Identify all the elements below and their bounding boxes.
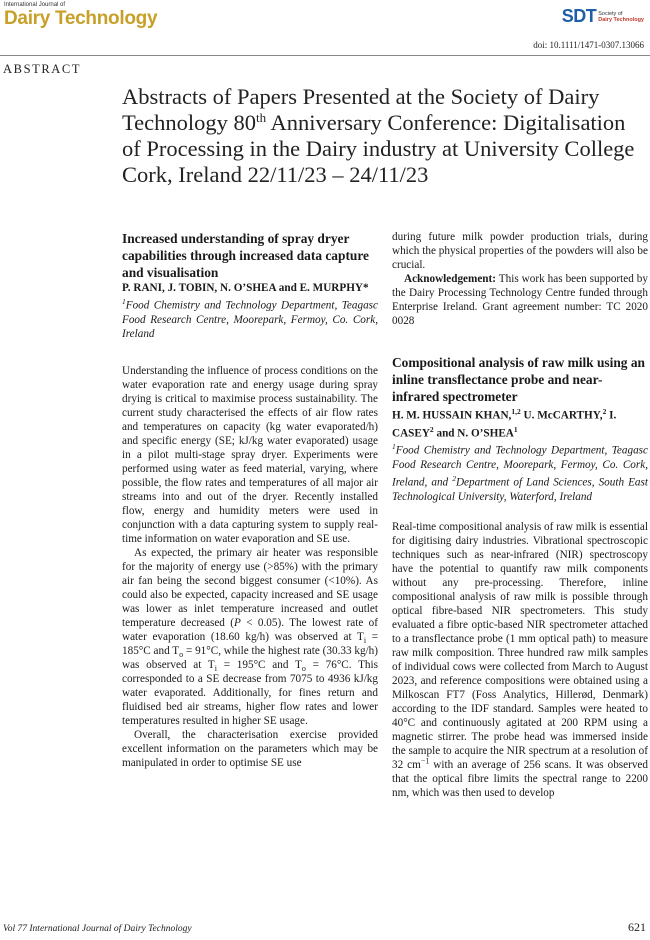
abstract1-affil-sup: 1 — [122, 297, 126, 306]
section-label: ABSTRACT — [3, 62, 82, 76]
abstract1-sub-i-2: i — [214, 663, 217, 673]
sdt-logo — [562, 6, 644, 27]
abstract2-affil-sup2: 2 — [452, 474, 456, 484]
acknowledgement-text: This work has been supported by the Dairy Processing Technology Centre funded through Enterprise Ireland. Grant agreement number: TC 2020 0028 — [392, 273, 648, 327]
abstract2-p1-a: Real-time compositional analysis of raw milk is essential for digitising dairy industries. Vibrational spectroscopic techniques such as near-infrared (NIR) spectroscopy have the potential to quantify raw milk components without any pre-processing. Therefore, inline compositional analysis of raw milk is possible through optical fibre-based NIR spectrometers. This study evaluated a fibre optic-based NIR spectrometer attached to a transflectance probe (1 mm optical path) to measure raw milk composition. Three hundred raw milk samples of individual cows were collected from March to August 2023, and reference compositions were obtained using a Milkoscan FT7 (Foss Analytics, Hillerød, Denmark) according to the IDF standard. Samples were heated to 40°C and continuously agitated at 200 RPM using a magnetic stirrer. The probe head was immersed inside the sample to acquire the NIR spectrum at a resolution of 32 cm — [392, 520, 648, 771]
title-part1: Abstracts of Papers Presented at the Society of Dairy Technology 80 — [122, 84, 600, 135]
abstract1-affil-text: Food Chemistry and Technology Department, Teagasc Food Research Centre, Moorepark, Fermoy, Co. Cork, Ireland — [122, 299, 378, 340]
abstract2-auth-b-sup: 2 — [602, 407, 607, 416]
sdt-logo-line2: Dairy Technology — [598, 16, 644, 23]
abstract1-p2-c: = 185°C and T — [122, 630, 379, 657]
abstract1-continuation: during future milk powder production trials, during which the physical properties of the powders will also be crucial. — [392, 231, 648, 271]
journal-logo — [4, 2, 157, 29]
abstract2-auth-d-sup: 1 — [513, 424, 518, 434]
abstract1-paragraph-3: Overall, the characterisation exercise provided excellent information on the parameters which may be manipulated in order to optimise SE use — [122, 728, 378, 769]
acknowledgement — [392, 272, 648, 328]
sdt-logo-text — [598, 11, 644, 23]
abstract2-title: Compositional analysis of raw milk using an inline transflectance probe and near-infrared spectrometer — [392, 355, 645, 404]
abstract2-auth-c-sup: 2 — [429, 424, 434, 434]
acknowledgement-label: Acknowledgement: — [404, 273, 496, 285]
abstract1-p2-e: = 195°C and T — [216, 658, 302, 671]
left-column — [122, 230, 378, 770]
page-number: 621 — [628, 920, 646, 934]
abstract2-affiliation — [392, 440, 648, 503]
abstract1-sub-o-1: o — [179, 649, 184, 659]
journal-logo-small-text: International Journal of — [4, 2, 66, 8]
abstract1-p2-f: = 76°C. This corresponded to a SE decrease from 7075 to 4936 kJ/kg water evaporated. Additionally, for fines return and fluidised bed air streams, higher flow rates and lower temperatures resulted in higher SE usage. — [122, 658, 378, 727]
abstract2-affil-a: Food Chemistry and Technology Department, Teagasc Food Research Centre, Moorepark, Fermoy, Co. Cork, Ireland, and — [392, 445, 648, 489]
abstract1-sub-i-1: i — [363, 635, 367, 645]
abstract2-auth-a: H. M. HUSSAIN KHAN, — [392, 409, 512, 422]
abstract1-paragraph-1: Understanding the influence of process conditions on the water evaporation rate and energy usage during spray drying is critical to maximise process sustainability. The current study characterised the effects of air flow rates and temperatures on capacity (kg water evaporated/h) and specific energy (SE; kJ/kg water evaporated) usage in a pilot multi-stage spray dryer. Experiments were performed using water as feed material, varying, where possible, the flow rates and temperatures of all major air streams into and out of the dryer. Recently installed flow, energy and humidity meters were used in conjunction with a data capturing system to supply real-time information on water evaporation and SE use. — [122, 364, 378, 545]
header-divider — [0, 55, 650, 56]
abstract2-paragraph-1 — [392, 520, 648, 800]
right-column — [392, 230, 648, 800]
abstract1-p2-b: < 0.05). The lowest rate of water evaporation (18.60 kg/h) was observed at T — [122, 616, 378, 643]
abstract2-p1-b: with an average of 256 scans. It was observed that the optical fibre limits the spectral range to 2200 nm, which was then used to develop — [392, 758, 648, 799]
abstract1-affiliation — [122, 295, 378, 341]
abstract2-affil-sup1: 1 — [392, 442, 396, 452]
page-title — [122, 84, 642, 188]
abstract2-p1-sup: −1 — [420, 756, 430, 766]
journal-logo-title: Dairy Technology — [4, 8, 158, 29]
doi-text: doi: 10.1111/1471-0307.13066 — [533, 40, 644, 50]
abstract1-sub-o-2: o — [301, 663, 306, 673]
abstract1-authors: P. RANI, J. TOBIN, N. O’SHEA and E. MURPHY* — [122, 282, 369, 294]
abstract2-auth-d: and N. O’SHEA — [433, 427, 514, 440]
abstract1-paragraph-2 — [122, 546, 378, 728]
abstract1-p2-d: = 91°C, while the highest rate (30.33 kg/h) was observed at T — [122, 644, 378, 671]
footer-journal: Vol 77 International Journal of Dairy Technology — [3, 924, 192, 934]
abstract2-affil-b: Department of Land Sciences, South East Technological University, Waterford, Ireland — [392, 476, 648, 503]
title-part2: Anniversary Conference: Digitalisation of Processing in the Dairy industry at University College Cork, Ireland 22/11/23 – 24/11/23 — [122, 110, 635, 187]
sdt-logo-mark: SDT — [561, 6, 597, 26]
sdt-logo-line1: Society of — [598, 10, 623, 17]
abstract1-title: Increased understanding of spray dryer capabilities through increased data capture and visualisation — [122, 231, 369, 280]
abstract2-auth-b: U. McCARTHY, — [520, 409, 603, 422]
abstract2-auth-a-sup: 1,2 — [511, 407, 521, 416]
abstract2-authors — [392, 405, 648, 440]
abstract1-p2-p: P — [234, 616, 241, 629]
abstract2-auth-c: I. CASEY — [392, 409, 617, 440]
title-sup: th — [256, 110, 267, 125]
abstract1-p2-a: As expected, the primary air heater was responsible for the majority of energy use (>85%) with the primary air fan being the second biggest consumer (<10%). As could also be expected, capacity increased and SE usage was lower as inlet temperature increased and outlet temperature decreased ( — [122, 546, 378, 629]
